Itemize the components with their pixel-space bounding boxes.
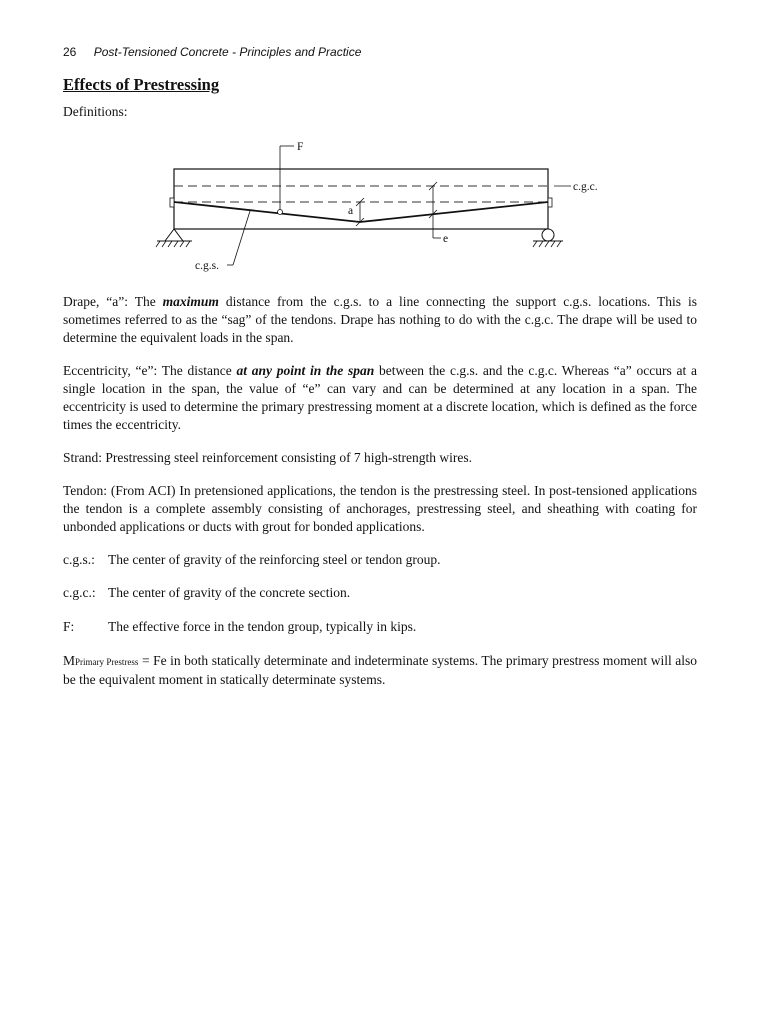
label-cgc: c.g.c. xyxy=(573,181,598,193)
f-term: F: xyxy=(63,619,75,634)
tendon-definition: Tendon: (From ACI) In pretensioned applications, the tendon is the prestressing steel. In post-tensioned applications the tendon is a complete assembly consisting of anchorages, prestressing steel, and sheathing with coating for unbonded applications or ducts with grout for bonded applications. xyxy=(63,483,697,534)
label-a: a xyxy=(348,205,354,217)
running-header xyxy=(63,45,361,59)
label-F: F xyxy=(297,141,304,153)
pin-support xyxy=(156,229,192,247)
cgc-definition: c.g.c.: The center of gravity of the concrete section. xyxy=(63,585,351,600)
drape-definition: Drape, “a”: The maximum distance from the c.g.s. to a line connecting the support c.g.s. locations. This is sometimes referred to as the “sag” of the tendons. Drape has nothing to do with the c.g.c. The drape will be used to determine the equivalent loads in the span. xyxy=(63,294,697,345)
emphasis-maximum: maximum xyxy=(162,294,219,309)
anchor-right xyxy=(548,198,552,207)
roller-support xyxy=(533,229,563,247)
cgc-term: c.g.c.: xyxy=(63,585,96,600)
strand-definition: Strand: Prestressing steel reinforcement consisting of 7 high-strength wires. xyxy=(63,450,473,465)
force-point xyxy=(278,210,283,215)
label-e: e xyxy=(443,233,449,245)
eccentricity-definition: Eccentricity, “e”: The distance at any point in the span between the c.g.s. and the c.g.c. Whereas “a” occurs at a single location in the span, the value of “e” can vary and can be determined at any location in a span. The eccentricity is used to determine the primary prestressing moment at a discrete location, which is defined as the force times the eccentricity. xyxy=(63,363,697,432)
page-number: 26 xyxy=(63,45,77,59)
force-definition: F: The effective force in the tendon group, typically in kips. xyxy=(63,619,417,634)
emphasis-any-point: at any point in the span xyxy=(236,363,375,378)
moment-subscript: Primary Prestress xyxy=(75,657,139,667)
beam-diagram xyxy=(150,138,620,278)
beam-outline xyxy=(174,169,548,229)
cgs-definition: c.g.s.: The center of gravity of the reinforcing steel or tendon group. xyxy=(63,552,441,567)
cgs-term: c.g.s.: xyxy=(63,552,95,567)
anchor-left xyxy=(170,198,174,207)
tendon-profile xyxy=(174,202,548,222)
moment-definition: MPrimary Prestress = Fe in both statically determinate and indeterminate systems. The primary prestress moment will also be the equivalent moment in statically determinate systems. xyxy=(63,653,697,687)
section-title: Effects of Prestressing xyxy=(63,75,220,94)
book-title: Post-Tensioned Concrete - Principles and Practice xyxy=(93,45,362,59)
definitions-label: Definitions: xyxy=(63,104,128,119)
label-cgs: c.g.s. xyxy=(195,260,219,272)
